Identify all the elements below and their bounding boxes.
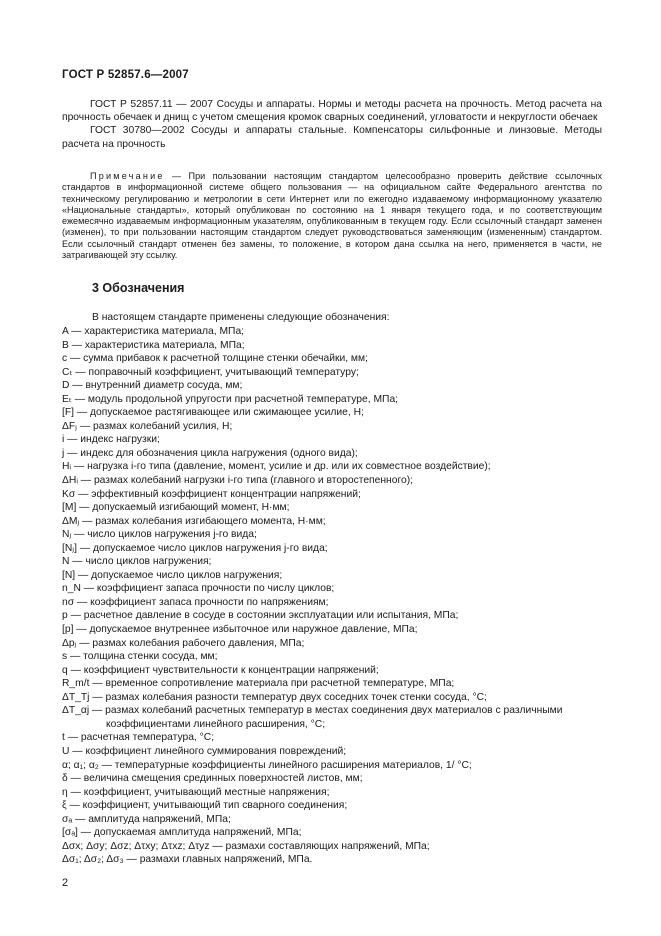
definition-item: [p] — допускаемое внутреннее избыточное или наружное давление, МПа; [62, 624, 418, 636]
definition-item: Nⱼ — число циклов нагружения j-го вида; [62, 529, 257, 541]
definition-item: A — характеристика материала, МПа; [62, 326, 245, 337]
references-block [62, 98, 602, 151]
definition-item-continuation: коэффициентами линейного расширения, °C; [106, 718, 326, 730]
definition-item: N — число циклов нагружения; [62, 556, 212, 568]
definition-item: s — толщина стенки сосуда, мм; [62, 651, 218, 663]
definition-item: i — индекс нагрузки; [62, 434, 160, 446]
definition-item: Δσ₁; Δσ₂; Δσ₃ — размахи главных напряжений, МПа. [62, 854, 313, 866]
definition-item: R_m/t — временное сопротивление материала при расчетной температуре, МПа; [62, 678, 455, 690]
definition-item: ΔT_αj — размах колебаний расчетных температур в местах соединения двух материалов с различными [62, 705, 563, 717]
definition-item: p — расчетное давление в сосуде в состоянии эксплуатации или испытания, МПа; [62, 610, 459, 622]
definitions-list [62, 325, 607, 867]
definition-item: nσ — коэффициент запаса прочности по напряжениям; [62, 596, 329, 608]
definition-item: ξ — коэффициент, учитывающий тип сварного соединения; [62, 800, 348, 812]
definition-item: σₐ — амплитуда напряжений, МПа; [62, 813, 231, 825]
definition-item: n_N — коэффициент запаса прочности по числу циклов; [62, 583, 335, 595]
definition-item: α; α₁; α₂ — температурные коэффициенты линейного расширения материалов, 1/ °C; [62, 759, 472, 771]
note-block [62, 171, 602, 261]
definition-item: U — коэффициент линейного суммирования повреждений; [62, 745, 347, 757]
definition-item: Cₜ — поправочный коэффициент, учитывающий температуру; [62, 366, 359, 378]
definition-item: ΔT_Tj — размах колебания разности температур двух соседних точек стенки сосуда, °C; [62, 691, 487, 703]
definition-item: Δσx; Δσy; Δσz; Δτxy; Δτxz; Δτyz — размахи составляющих напряжений, МПа; [62, 840, 430, 852]
definition-item: B — характеристика материала, МПа; [62, 339, 245, 351]
definition-item: [N] — допускаемое число циклов нагружения; [62, 569, 283, 581]
definition-item: ΔHᵢ — размах колебаний нагрузки i-го типа (главного и второстепенного); [62, 475, 413, 487]
definition-item: q — коэффициент чувствительности к концентрации напряжений; [62, 664, 379, 676]
page-number: 2 [62, 877, 69, 889]
definition-item: c — сумма прибавок к расчетной толщине стенки обечайки, мм; [62, 353, 368, 365]
definition-item: [M] — допускаемый изгибающий момент, Н·мм; [62, 502, 290, 514]
definition-item: η — коэффициент, учитывающий местные напряжения; [62, 786, 330, 798]
definition-item: [F] — допускаемое растягивающее или сжимающее усилие, Н; [62, 407, 364, 419]
definition-item: [σₐ] — допускаемая амплитуда напряжений, МПа; [62, 827, 302, 839]
definition-item: [Nⱼ] — допускаемое число циклов нагружения j-го вида; [62, 542, 328, 554]
section-title: 3 Обозначения [92, 281, 185, 295]
note-text: — При пользовании настоящим стандартом целесообразно проверить действие ссылочных стандартов в информационной системе общего пользования — на официальном сайте Федерального агентства по техническому регулированию и метрологии в сети Интернет или по ежегодно издаваемому информационному указателю «Национальные стандарты», который опубликован по состоянию на 1 января текущего года, и по соответствующим ежемесячно издаваемым информационным указателям, опубликованным в текущем году. Если ссылочный стандарт заменен (изменен), то при пользовании настоящим стандартом следует руководствоваться заменяющим (измененным) стандартом. Если ссылочный стандарт отменен без замены, то положение, в котором дана ссылка на него, применяется в части, не затрагивающей эту ссылку. [62, 171, 602, 261]
definition-item: t — расчетная температура, °C; [62, 732, 215, 744]
definition-item: Δpⱼ — размах колебания рабочего давления, МПа; [62, 637, 305, 649]
definition-item: ΔMⱼ — размах колебания изгибающего момента, Н·мм; [62, 515, 326, 527]
note-label: Примечание [90, 171, 165, 181]
document-header: ГОСТ Р 52857.6—2007 [62, 69, 189, 81]
definition-item: D — внутренний диаметр сосуда, мм; [62, 380, 243, 392]
definition-item: ΔFⱼ — размах колебаний усилия, Н; [62, 420, 233, 432]
reference-item: ГОСТ 30780—2002 Сосуды и аппараты стальные. Компенсаторы сильфонные и линзовые. Методы расчета на прочность [62, 125, 602, 150]
definition-item: Kσ — эффективный коэффициент концентрации напряжений; [62, 488, 361, 500]
definition-item: Hᵢ — нагрузка i-го типа (давление, момент, усилие и др. или их совместное воздействие); [62, 461, 491, 473]
reference-item: ГОСТ Р 52857.11 — 2007 Сосуды и аппараты. Нормы и методы расчета на прочность. Метод расчета на прочность обечаек и днищ с учетом смещения кромок сварных соединений, угловатости и некруглости обечаек [62, 99, 602, 124]
definition-item: Eₜ — модуль продольной упругости при расчетной температуре, МПа; [62, 393, 399, 405]
section-intro: В настоящем стандарте применены следующие обозначения: [92, 312, 390, 323]
definition-item: j — индекс для обозначения цикла нагружения (одного вида); [62, 447, 358, 459]
definition-item: δ — величина смещения срединных поверхностей листов, мм; [62, 773, 363, 785]
